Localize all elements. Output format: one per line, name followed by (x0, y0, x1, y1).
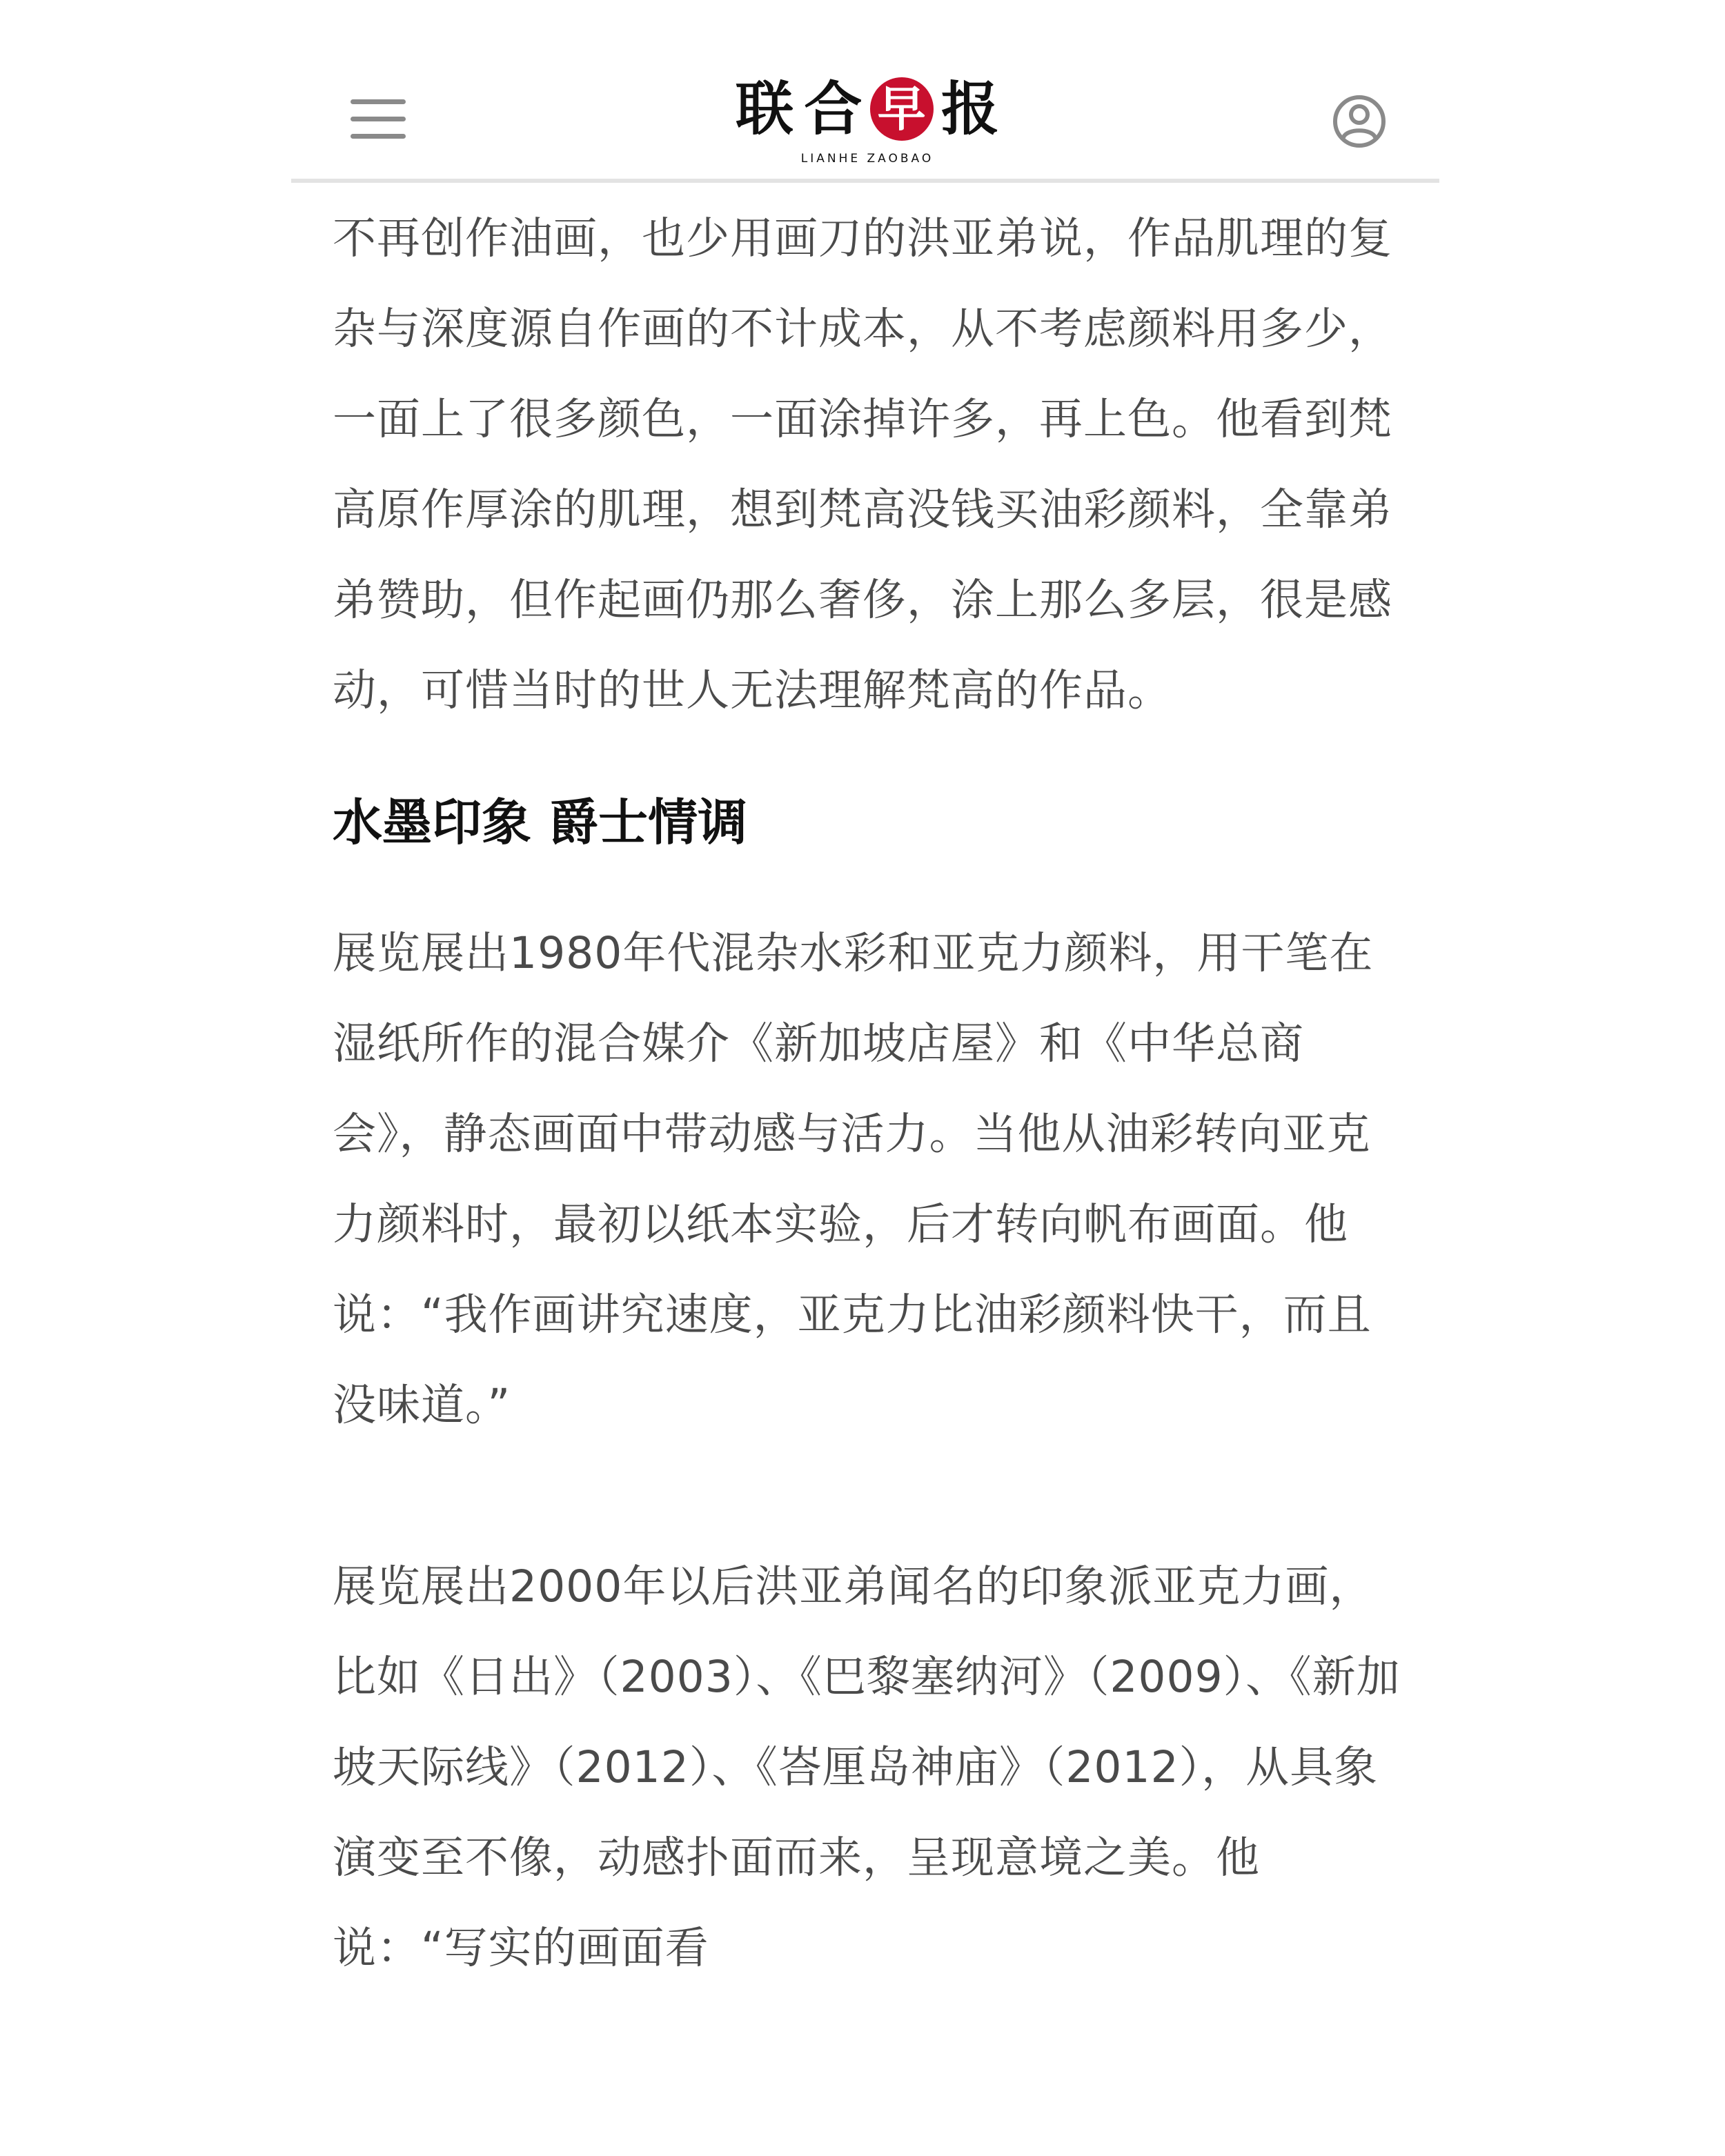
logo-subtitle: LIANHE ZAOBAO (800, 152, 934, 166)
logo-wordmark (733, 75, 1002, 144)
logo-char-red-circle: 早 (870, 77, 934, 141)
article-paragraph: 展览展出1980年代混杂水彩和亚克力颜料，用干笔在湿纸所作的混合媒介《新加坡店屋》和《中华总商会》，静态画面中带动感与活力。当他从油彩转向亚克力颜料时，最初以纸本实验，后才转向帆布画面。他说：“我作画讲究速度，亚克力比油彩颜料快干，而且没味道。” (333, 928, 1374, 1430)
user-account-icon[interactable] (1332, 94, 1387, 149)
section-heading: 水墨印象 爵士情调 (333, 793, 748, 851)
logo-char: 合 (804, 75, 862, 143)
hamburger-menu-icon[interactable] (351, 97, 406, 141)
logo-char: 报 (940, 75, 999, 143)
article-paragraph: 展览展出2000年以后洪亚弟闻名的印象派亚克力画，比如《日出》（2003）、《巴黎塞纳河》（2009）、《新加坡天际线》（2012）、《峇厘岛神庙》（2012），从具象演变至不像，动感扑面而来，呈现意境之美。他说：“写实的画面看 (333, 1561, 1401, 1973)
article-paragraph: 不再创作油画，也少用画刀的洪亚弟说，作品肌理的复杂与深度源自作画的不计成本，从不考虑颜料用多少，一面上了很多颜色，一面涂掉许多，再上色。他看到梵高原作厚涂的肌理，想到梵高没钱买油彩颜料，全靠弟弟赞助，但作起画仍那么奢侈，涂上那么多层，很是感动，可惜当时的世人无法理解梵高的作品。 (333, 213, 1392, 715)
article-body (333, 193, 1409, 1993)
logo-char: 联 (735, 75, 793, 143)
site-logo[interactable] (733, 75, 1002, 171)
site-header (291, 0, 1439, 183)
